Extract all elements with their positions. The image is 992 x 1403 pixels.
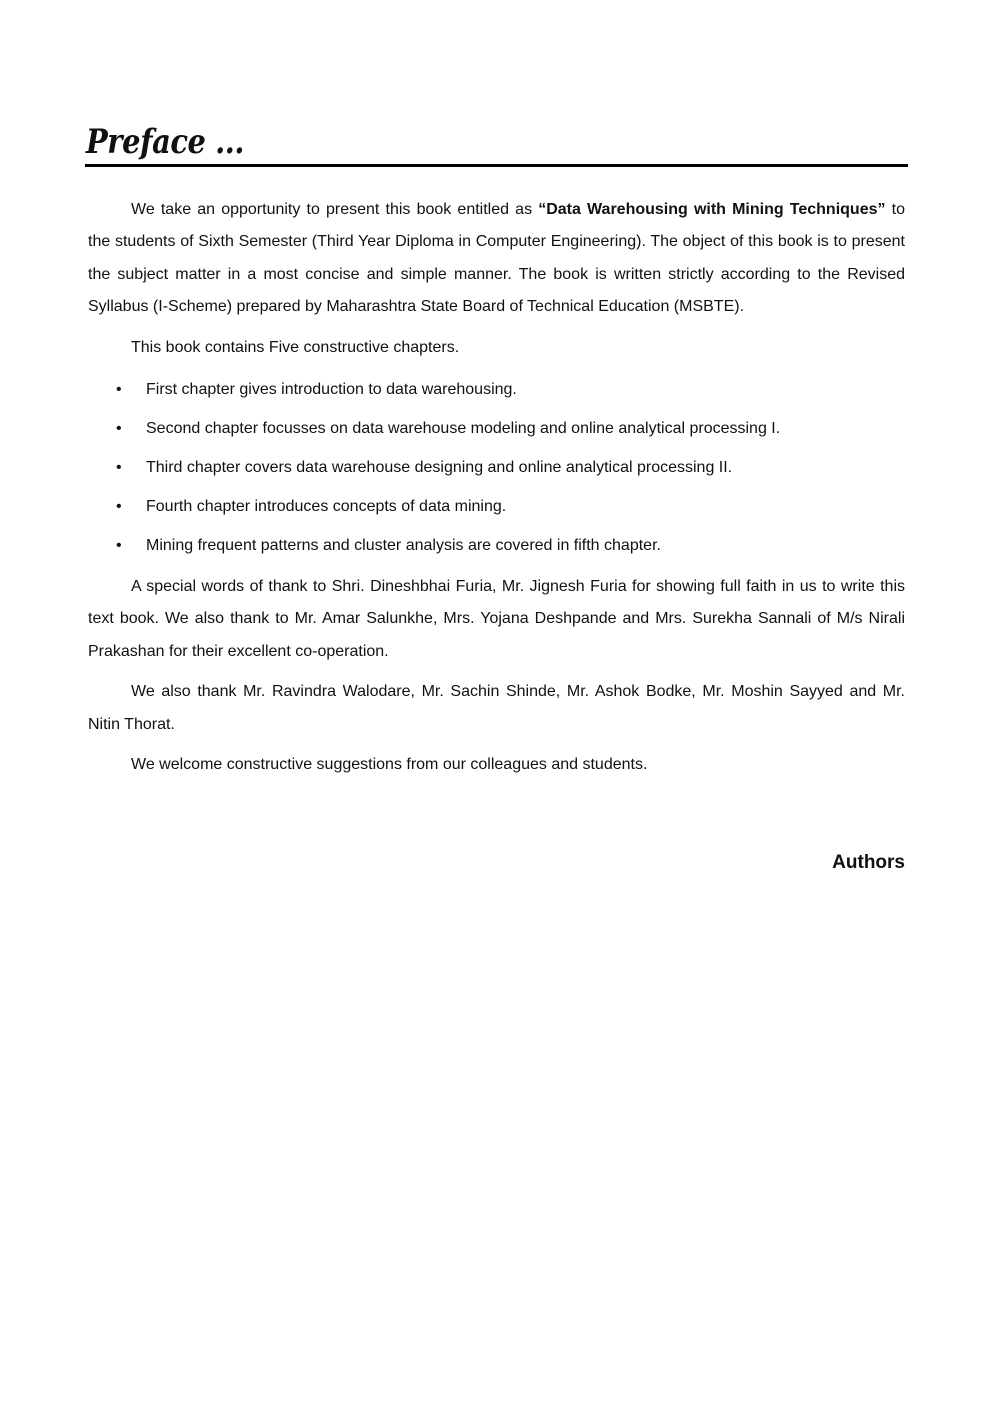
intro-paragraph xyxy=(88,194,905,324)
signature: Authors xyxy=(832,852,905,873)
preface-body xyxy=(88,194,905,781)
bullet-icon: • xyxy=(116,420,122,438)
intro-text: We take an opportunity to present this book entitled as xyxy=(131,201,539,218)
bullet-icon: • xyxy=(116,381,122,399)
list-item-text: Fourth chapter introduces concepts of data mining. xyxy=(146,498,507,516)
list-item-text: Second chapter focusses on data warehouse modeling and online analytical processing I. xyxy=(146,420,781,438)
list-item-text: First chapter gives introduction to data warehousing. xyxy=(146,381,517,399)
chapters-intro: This book contains Five constructive chapters. xyxy=(131,338,460,356)
thanks-paragraph-2: We also thank Mr. Ravindra Walodare, Mr. Sachin Shinde, Mr. Ashok Bodke, Mr. Moshin Sayyed and Mr. Nitin Thorat. xyxy=(88,683,905,733)
list-item xyxy=(88,487,905,526)
welcome-paragraph: We welcome constructive suggestions from our colleagues and students. xyxy=(131,756,648,774)
page-title: Preface ... xyxy=(86,122,245,162)
title-underline xyxy=(85,164,908,167)
list-item xyxy=(88,409,905,448)
thanks-paragraph: A special words of thank to Shri. Dineshbhai Furia, Mr. Jignesh Furia for showing full faith in us to write this text book. We also thank to Mr. Amar Salunkhe, Mrs. Yojana Deshpande and Mrs. Surekha Sannali of M/s Nirali Prakashan for their excellent co-operation. xyxy=(88,578,905,660)
bullet-icon: • xyxy=(116,498,122,516)
list-item-text: Mining frequent patterns and cluster analysis are covered in fifth chapter. xyxy=(146,537,661,555)
book-title: “Data Warehousing with Mining Techniques” xyxy=(538,201,886,218)
list-item xyxy=(88,526,905,565)
list-item-text: Third chapter covers data warehouse designing and online analytical processing II. xyxy=(146,459,733,477)
chapter-list xyxy=(88,370,905,565)
list-item xyxy=(88,370,905,409)
bullet-icon: • xyxy=(116,459,122,477)
bullet-icon: • xyxy=(116,537,122,555)
intro-text-cont: to the students of Sixth Semester (Third Year Diploma in Computer Engineering). The object of this book is to present the subject matter in a most concise and simple manner. The book is written strictly according to the Revised Syllabus (I-Scheme) prepared by Maharashtra State Board of Technical Education (MSBTE). xyxy=(88,201,905,316)
list-item xyxy=(88,448,905,487)
